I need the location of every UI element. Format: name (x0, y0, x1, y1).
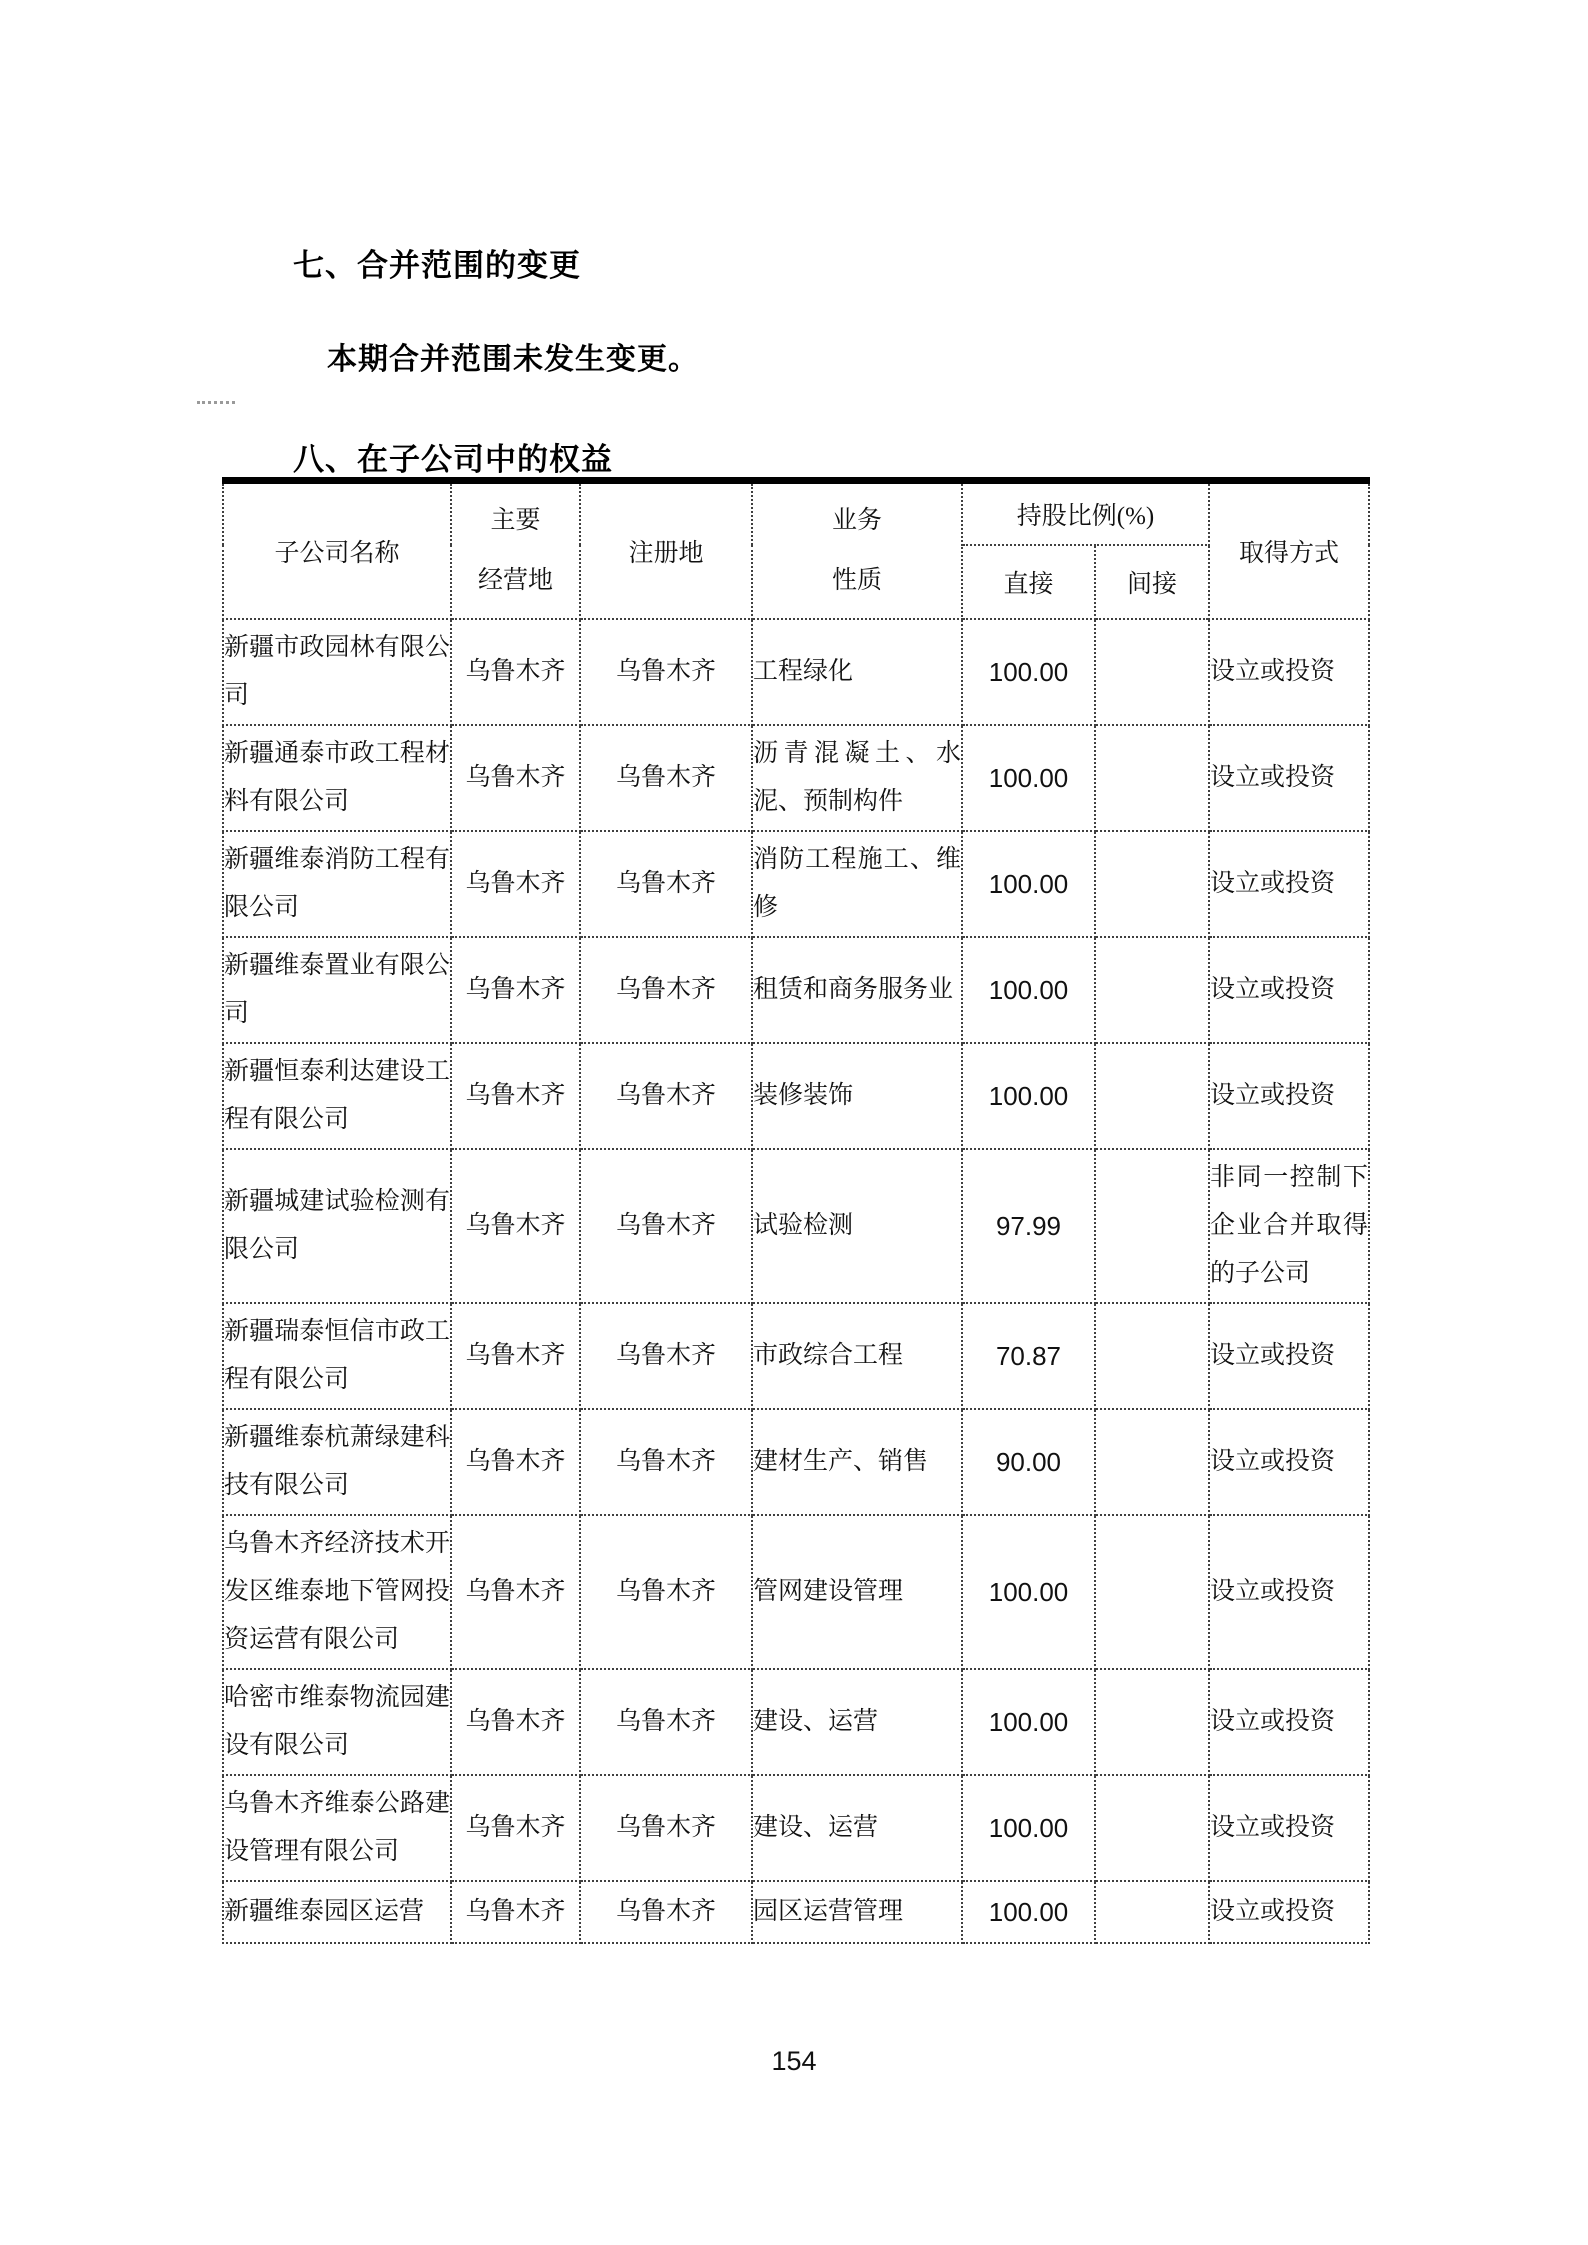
acquisition-method-cell-clipped-content: 设立或投资 (1210, 1898, 1336, 1925)
direct-ratio-cell: 100.00 (962, 1043, 1095, 1149)
margin-dotted-artifact (197, 401, 235, 404)
subsidiary-name-cell: 哈密市维泰物流园建设有限公司 (223, 1669, 451, 1775)
direct-ratio-cell: 100.00 (962, 831, 1095, 937)
subsidiary-name-cell: 新疆维泰置业有限公司 (223, 937, 451, 1043)
main-place-cell-clipped-content: 乌鲁木齐 (465, 1898, 566, 1925)
main-place-cell: 乌鲁木齐 (451, 725, 580, 831)
subsidiary-name-cell: 新疆恒泰利达建设工程有限公司 (223, 1043, 451, 1149)
indirect-ratio-cell (1095, 1775, 1209, 1881)
indirect-ratio-cell (1095, 831, 1209, 937)
registration-place-cell: 乌鲁木齐 (580, 725, 752, 831)
registration-place-cell: 乌鲁木齐 (580, 1409, 752, 1515)
registration-place-cell: 乌鲁木齐 (580, 831, 752, 937)
business-nature-cell: 建设、运营 (752, 1669, 962, 1775)
table-row (223, 1043, 1369, 1149)
indirect-ratio-cell (1095, 1043, 1209, 1149)
registration-place-cell-clipped-content: 乌鲁木齐 (615, 1898, 716, 1925)
acquisition-method-cell: 设立或投资 (1209, 1303, 1369, 1409)
subsidiary-name-cell: 乌鲁木齐经济技术开发区维泰地下管网投资运营有限公司 (223, 1515, 451, 1669)
business-nature-cell: 管网建设管理 (752, 1515, 962, 1669)
registration-place-cell: 乌鲁木齐 (580, 937, 752, 1043)
business-nature-cell: 租赁和商务服务业 (752, 937, 962, 1043)
registration-place-cell: 乌鲁木齐 (580, 1303, 752, 1409)
col-header-main-place-line1: 主要 (490, 507, 541, 534)
main-place-cell: 乌鲁木齐 (451, 831, 580, 937)
col-header-subsidiary-name: 子公司名称 (223, 481, 451, 620)
indirect-ratio-cell (1095, 937, 1209, 1043)
subsidiary-name-cell (223, 1881, 451, 1943)
registration-place-cell: 乌鲁木齐 (580, 1043, 752, 1149)
indirect-ratio-cell (1095, 619, 1209, 725)
direct-ratio-cell: 90.00 (962, 1409, 1095, 1515)
direct-ratio-cell: 100.00 (962, 725, 1095, 831)
acquisition-method-cell: 设立或投资 (1209, 1043, 1369, 1149)
direct-ratio-cell: 100.00 (962, 1775, 1095, 1881)
business-nature-cell: 装修装饰 (752, 1043, 962, 1149)
direct-ratio-cell: 100.00 (962, 937, 1095, 1043)
table-row (223, 1775, 1369, 1881)
acquisition-method-cell: 设立或投资 (1209, 725, 1369, 831)
subsidiary-name-cell: 新疆市政园林有限公司 (223, 619, 451, 725)
business-nature-cell: 试验检测 (752, 1149, 962, 1303)
subsidiary-name-cell: 新疆瑞泰恒信市政工程有限公司 (223, 1303, 451, 1409)
col-header-acquisition-method: 取得方式 (1209, 481, 1369, 620)
direct-ratio-cell: 100.00 (962, 619, 1095, 725)
col-header-registration: 注册地 (580, 481, 752, 620)
table-row (223, 1881, 1369, 1943)
section-7-paragraph: 本期合并范围未发生变更。 (327, 343, 699, 376)
col-header-business-line1: 业务 (831, 507, 882, 534)
business-nature-cell: 工程绿化 (752, 619, 962, 725)
main-place-cell: 乌鲁木齐 (451, 1669, 580, 1775)
direct-ratio-cell: 100.00 (962, 1669, 1095, 1775)
business-nature-cell: 沥青混凝土、水泥、预制构件 (752, 725, 962, 831)
registration-place-cell: 乌鲁木齐 (580, 1149, 752, 1303)
col-header-direct: 直接 (962, 545, 1095, 619)
registration-place-cell: 乌鲁木齐 (580, 1669, 752, 1775)
indirect-ratio-cell (1095, 725, 1209, 831)
registration-place-cell: 乌鲁木齐 (580, 619, 752, 725)
main-place-cell: 乌鲁木齐 (451, 1515, 580, 1669)
business-nature-cell-clipped-content: 园区运营管理 (753, 1898, 904, 1925)
main-place-cell: 乌鲁木齐 (451, 619, 580, 725)
direct-ratio-cell: 100.00 (962, 1515, 1095, 1669)
direct-ratio-cell-clipped-content: 100.00 (988, 1897, 1069, 1927)
table-row (223, 937, 1369, 1043)
subsidiary-name-cell: 新疆通泰市政工程材料有限公司 (223, 725, 451, 831)
section-8-heading: 八、在子公司中的权益 (293, 442, 613, 477)
page-number: 154 (771, 2046, 817, 2076)
acquisition-method-cell: 设立或投资 (1209, 1409, 1369, 1515)
indirect-ratio-cell (1095, 1669, 1209, 1775)
indirect-ratio-cell (1095, 1409, 1209, 1515)
table-body (223, 619, 1369, 1943)
table-row (223, 1149, 1369, 1303)
business-nature-cell: 建设、运营 (752, 1775, 962, 1881)
table-row (223, 831, 1369, 937)
main-place-cell: 乌鲁木齐 (451, 937, 580, 1043)
col-header-indirect: 间接 (1095, 545, 1209, 619)
table-row (223, 619, 1369, 725)
main-place-cell: 乌鲁木齐 (451, 1043, 580, 1149)
indirect-ratio-cell (1095, 1303, 1209, 1409)
registration-place-cell: 乌鲁木齐 (580, 1775, 752, 1881)
registration-place-cell (580, 1881, 752, 1943)
col-header-shareholding-ratio: 持股比例(%) (962, 481, 1209, 546)
table-row (223, 725, 1369, 831)
col-header-main-place (451, 481, 580, 620)
acquisition-method-cell: 设立或投资 (1209, 937, 1369, 1043)
main-place-cell: 乌鲁木齐 (451, 1303, 580, 1409)
acquisition-method-cell: 设立或投资 (1209, 831, 1369, 937)
acquisition-method-cell: 设立或投资 (1209, 1669, 1369, 1775)
table-row (223, 1303, 1369, 1409)
main-place-cell: 乌鲁木齐 (451, 1149, 580, 1303)
acquisition-method-cell (1209, 1881, 1369, 1943)
indirect-ratio-cell (1095, 1881, 1209, 1943)
direct-ratio-cell: 97.99 (962, 1149, 1095, 1303)
section-7-heading: 七、合并范围的变更 (293, 248, 581, 283)
main-place-cell: 乌鲁木齐 (451, 1775, 580, 1881)
subsidiary-name-cell: 新疆城建试验检测有限公司 (223, 1149, 451, 1303)
col-header-business-nature (752, 481, 962, 620)
subsidiary-name-cell: 新疆维泰消防工程有限公司 (223, 831, 451, 937)
direct-ratio-cell (962, 1881, 1095, 1943)
subsidiaries-table (222, 477, 1370, 1944)
registration-place-cell: 乌鲁木齐 (580, 1515, 752, 1669)
direct-ratio-cell: 70.87 (962, 1303, 1095, 1409)
acquisition-method-cell: 设立或投资 (1209, 1515, 1369, 1669)
table-row (223, 1515, 1369, 1669)
col-header-business-line2: 性质 (831, 567, 882, 594)
indirect-ratio-cell (1095, 1515, 1209, 1669)
main-place-cell (451, 1881, 580, 1943)
table-row (223, 1409, 1369, 1515)
header-row-main (223, 481, 1369, 546)
business-nature-cell: 消防工程施工、维修 (752, 831, 962, 937)
subsidiary-name-cell: 新疆维泰杭萧绿建科技有限公司 (223, 1409, 451, 1515)
acquisition-method-cell: 设立或投资 (1209, 619, 1369, 725)
business-nature-cell: 市政综合工程 (752, 1303, 962, 1409)
business-nature-cell (752, 1881, 962, 1943)
col-header-main-place-line2: 经营地 (477, 567, 553, 594)
table-header (223, 481, 1369, 620)
table-row (223, 1669, 1369, 1775)
subsidiary-name-cell-clipped-content: 新疆维泰园区运营 (224, 1898, 425, 1925)
acquisition-method-cell: 设立或投资 (1209, 1775, 1369, 1881)
acquisition-method-cell: 非同一控制下企业合并取得的子公司 (1209, 1149, 1369, 1303)
subsidiary-name-cell: 乌鲁木齐维泰公路建设管理有限公司 (223, 1775, 451, 1881)
main-place-cell: 乌鲁木齐 (451, 1409, 580, 1515)
indirect-ratio-cell (1095, 1149, 1209, 1303)
business-nature-cell: 建材生产、销售 (752, 1409, 962, 1515)
